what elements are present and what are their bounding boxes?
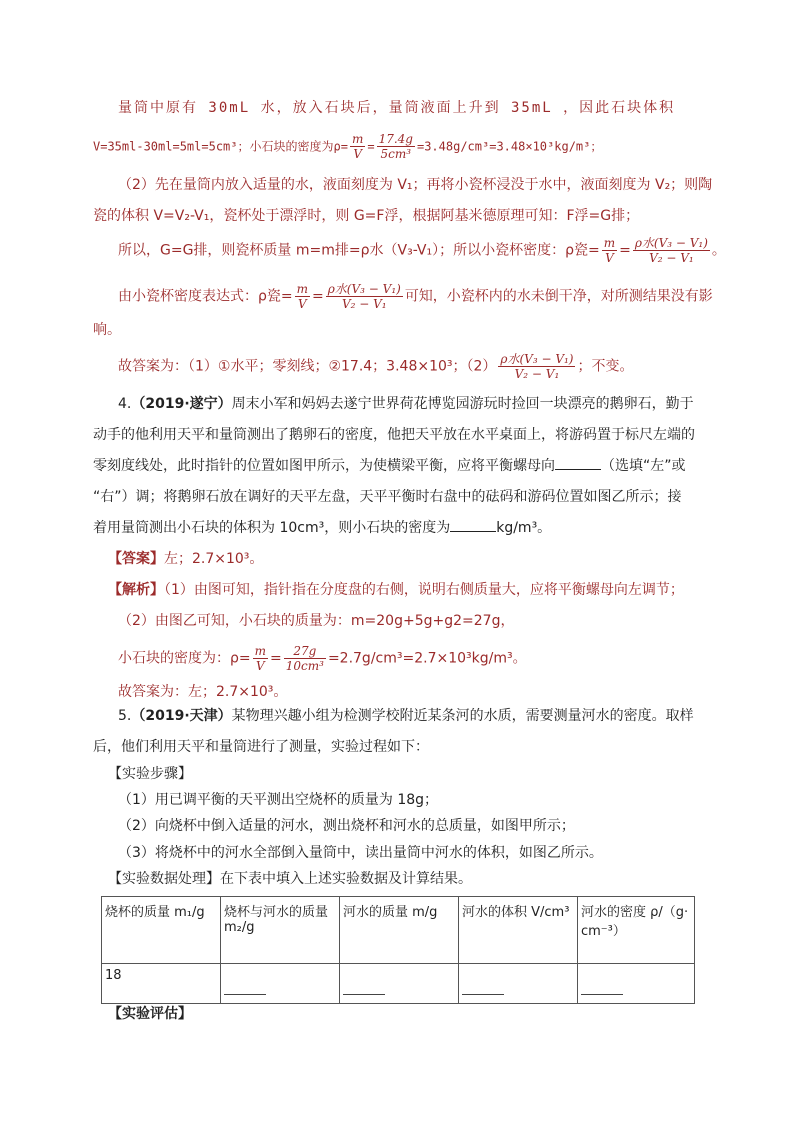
q4-line-1	[118, 394, 694, 414]
data-table	[101, 896, 695, 1004]
numerator: m	[254, 644, 267, 658]
q5-processing-line	[108, 869, 472, 889]
text: =2.7g/cm³=2.7×10³kg/m³。	[327, 650, 527, 667]
fraction-density-expression	[498, 352, 575, 381]
numerator: 17.4g	[378, 132, 413, 146]
text: V=35ml-30ml=5ml=5cm³；小石块的密度为ρ=	[93, 139, 348, 154]
text: kg/m³。	[496, 520, 552, 536]
header-cell: 烧杯的质量 m₁/g	[102, 897, 221, 964]
text: 着用量筒测出小石块的体积为 10cm³，则小石块的密度为	[93, 520, 451, 536]
denominator: V	[297, 297, 307, 311]
fraction-m-over-v	[350, 132, 365, 161]
text: 周末小军和妈妈去遂宁世界荷花博览园游玩时捡回一块漂亮的鹅卵石，勤于	[231, 396, 694, 412]
q4-answer	[108, 549, 263, 569]
text: ；不变。	[577, 358, 634, 375]
q5-step-3: （3）将烧杯中的河水全部倒入量筒中，读出量筒中河水的体积，如图乙所示。	[118, 845, 603, 861]
header-cell	[221, 897, 340, 964]
q4-analysis-line-1	[108, 580, 684, 600]
table-cell	[578, 964, 695, 1004]
text: （1）由图可知，指针指在分度盘的右侧，说明右侧质量大，应将平衡螺母向左调节；	[164, 582, 684, 598]
solution-line-3: （2）先在量筒内放入适量的水，液面刻度为 V₁；再将小瓷杯浸没于水中，液面刻度为 V₂；则陶	[118, 177, 713, 193]
q4-line-4: “右”）调；将鹅卵石放在调好的天平左盘，天平平衡时右盘中的砝码和游码位置如图乙所示；接	[93, 489, 682, 505]
text: 所以，G=G排，则瓷杯质量 m=m排=ρ水（V₃-V₁）；所以小瓷杯密度：ρ瓷=	[118, 242, 600, 259]
text: 故答案为：（1）①水平；零刻线；②17.4；3.48×10³；（2）	[118, 358, 497, 375]
solution-line-7: 响。	[93, 322, 121, 338]
solution-line-2: V=35ml-30ml=5ml=5cm³；小石块的密度为ρ= $\frac{m}{V}$ = $\frac{17.4g}{\text{5cm³}}$ =3.48g/cm³=3.48×10³kg/m³；	[93, 132, 603, 161]
answer-blank	[462, 994, 504, 995]
text: （选填“左”或	[601, 458, 686, 474]
q4-analysis-line-4: 故答案为：左；2.7×10³。	[118, 684, 288, 700]
answer-blank	[224, 994, 266, 995]
table-cell: 18	[102, 964, 221, 1004]
text: 在下表中填入上述实验数据及计算结果。	[220, 871, 472, 887]
answer-blank	[555, 457, 601, 470]
numerator: 27g	[284, 644, 326, 659]
processing-tag: 【实验数据处理】	[108, 871, 220, 887]
denominator: V₂ − V₁	[341, 297, 387, 311]
q4-analysis-line-2: （2）由图乙可知，小石块的质量为：m=20g+5g+g2=27g，	[118, 613, 515, 629]
denominator: 10cm³	[285, 659, 324, 673]
answer-blank	[343, 994, 385, 995]
fraction-mass-over-volume	[377, 132, 415, 161]
text: 零刻度线处，此时指针的位置如图甲所示，为使横梁平衡，应将平衡螺母向	[93, 458, 555, 474]
table-cell	[340, 964, 459, 1004]
fraction-m-over-v	[253, 644, 268, 673]
numerator: m	[351, 132, 364, 146]
analysis-tag: 【解析】	[108, 582, 164, 598]
q5-evaluation-tag: 【实验评估】	[108, 1006, 192, 1022]
solution-line-5: 所以，G=G排，则瓷杯质量 m=m排=ρ水（V₃-V₁）；所以小瓷杯密度：ρ瓷= $\frac{m}{V}$ = $\frac{\text{ρ水(V₃ − V₁)}}{\text{V₂ − V₁}}$ 。	[118, 236, 726, 265]
question-number: 4.	[118, 396, 132, 412]
solution-line-4: 瓷的体积 V=V₂-V₁，瓷杯处于漂浮时，则 G=F浮，根据阿基米德原理可知：F浮=G排；	[93, 208, 640, 224]
q4-line-2: 动手的他利用天平和量筒测出了鹅卵石的密度，他把天平放在水平桌面上，将游码置于标尺左端的	[93, 427, 695, 443]
fraction-mass-over-volume	[284, 644, 326, 673]
denominator: V	[255, 659, 265, 673]
q4-line-3	[93, 456, 686, 476]
numerator: ρ水(V₃ − V₁)	[634, 236, 708, 250]
header-cell	[578, 897, 695, 964]
q5-step-1: （1）用已调平衡的天平测出空烧杯的质量为 18g；	[118, 792, 439, 808]
header-line: 河水的密度 ρ/（g·	[581, 905, 689, 920]
numerator: ρ水(V₃ − V₁)	[500, 352, 574, 366]
denominator: V	[605, 251, 614, 265]
question-source: （2019·天津）	[131, 708, 232, 724]
question-number: 5.	[118, 708, 132, 724]
answer-blank	[581, 994, 623, 995]
header-line: cm⁻³）	[581, 924, 626, 939]
question-source: （2019·遂宁）	[131, 396, 232, 412]
header-cell: 河水的体积 V/cm³	[459, 897, 578, 964]
solution-answer-line	[118, 352, 633, 381]
table-cell	[459, 964, 578, 1004]
q5-step-2: （2）向烧杯中倒入适量的河水，测出烧杯和河水的总质量，如图甲所示；	[118, 818, 575, 834]
denominator: 5cm³	[380, 147, 412, 161]
q4-line-5	[93, 518, 551, 538]
fraction-m-over-v	[602, 236, 617, 265]
text: 由小瓷杯密度表达式：ρ瓷=	[118, 288, 293, 305]
numerator: ρ水(V₃ − V₁)	[327, 282, 401, 296]
header-cell: 河水的质量 m/g	[340, 897, 459, 964]
fraction-m-over-v	[295, 282, 310, 311]
fraction-density-expression	[326, 282, 403, 311]
text: 小石块的密度为：ρ=	[118, 650, 251, 667]
table-header-row	[102, 897, 695, 964]
solution-line-1: 量筒中原有 30mL 水，放入石块后，量筒液面上升到 35mL ，因此石块体积	[118, 100, 676, 116]
header-line: 烧杯与河水的质量	[224, 905, 329, 920]
denominator: V₂ − V₁	[649, 251, 694, 265]
denominator: V	[353, 147, 362, 161]
answer-tag: 【答案】	[108, 551, 164, 567]
text: =3.48g/cm³=3.48×10³kg/m³；	[416, 139, 603, 154]
answer-blank	[450, 519, 496, 532]
header-line: m₂/g	[224, 920, 255, 935]
q5-line-1	[118, 706, 694, 726]
q4-analysis-line-3: 小石块的密度为：ρ= $\frac{m}{V}$ = $\frac{27g}{\text{10cm³}}$ =2.7g/cm³=2.7×10³kg/m³。	[118, 644, 527, 673]
table-row	[102, 964, 695, 1004]
numerator: m	[296, 282, 309, 296]
q5-line-2: 后，他们利用天平和量筒进行了测量，实验过程如下：	[93, 739, 429, 755]
solution-line-6: 由小瓷杯密度表达式：ρ瓷= $\frac{m}{V}$ = $\frac{\text{ρ水(V₃ − V₁)}}{\text{V₂ − V₁}}$ 可知，小瓷杯内的水未倒干净，对所测结果没有影	[118, 282, 713, 311]
text: 某物理兴趣小组为检测学校附近某条河的水质，需要测量河水的密度。取样	[231, 708, 694, 724]
q5-steps-tag: 【实验步骤】	[108, 766, 192, 782]
text: 可知，小瓷杯内的水未倒干净，对所测结果没有影	[404, 288, 713, 305]
table-cell	[221, 964, 340, 1004]
denominator: V₂ − V₁	[514, 367, 560, 381]
answer-text: 左；2.7×10³。	[164, 551, 264, 567]
fraction-density-expression	[633, 236, 710, 265]
text: 。	[711, 242, 726, 259]
numerator: m	[603, 236, 616, 250]
